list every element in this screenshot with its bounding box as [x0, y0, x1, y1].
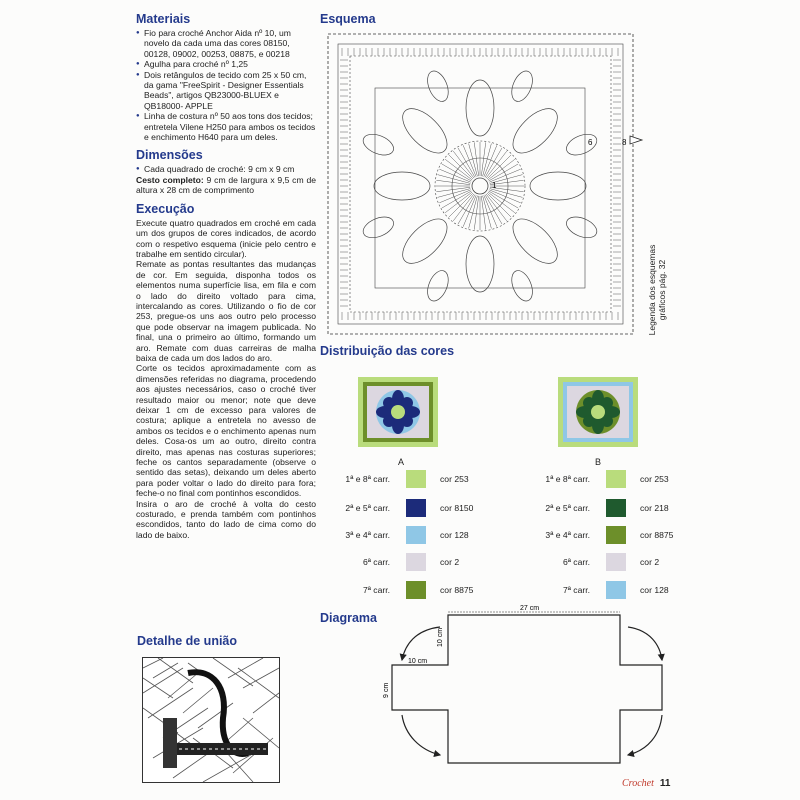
- execucao-paragraph-4: Insira o aro de croché à volta do cesto costurado, e prenda também com pontinhos escondidos, tanto do lado de cima como do lado de baixo.: [136, 498, 316, 540]
- color-code: cor 2: [440, 557, 460, 567]
- chart-stitch: [463, 145, 476, 176]
- chart-stitch: [449, 155, 473, 179]
- color-swatch: [606, 553, 626, 571]
- motif-a-drawing: [358, 377, 438, 447]
- color-swatch: [406, 470, 426, 488]
- motif-a-swatch: [358, 377, 438, 452]
- chart-stitch: [485, 195, 502, 224]
- color-code: cor 8150: [440, 503, 474, 513]
- chart-stitch: [484, 145, 497, 176]
- chart-leaf: [360, 130, 396, 159]
- magazine-brand: Crochet: [622, 778, 654, 789]
- chart-petal: [395, 211, 454, 270]
- chart-stitch: [481, 196, 485, 230]
- esquema-title: Esquema: [320, 12, 376, 26]
- chart-stitch: [485, 148, 502, 177]
- chart-petal: [466, 236, 494, 292]
- carreira-label: 6ª carr.: [562, 557, 590, 567]
- dimensoes-completo: [136, 175, 316, 196]
- execucao-title: Execução: [136, 201, 195, 216]
- completo-text: 9 cm de largura x 9,5 cm de altura x 28 cm de comprimento: [136, 174, 317, 196]
- carreira-label: 3ª e 4ª carr.: [345, 530, 390, 540]
- color-swatch: [606, 581, 626, 599]
- execucao-paragraph-3: Corte os tecidos aproximadamente com as dimensões referidas no diagrama, procedendo aos ajustes necessários, caso o croché tiver resultado maior ou menor; note que deve deixar 1 cm de excesso para valores de costura; aplique a entretela no avesso de ambos os tecidos e o enchimento apenas num deles. Cosa-os um ao outro, direito contra direito, mas apenas nas costuras superiores; feche os cantos separadamente (observe o sentido das setas), deixando um deles aberto para poder voltar o lado do direito para fora; feche-o no final com pontinhos escondidos.: [136, 363, 316, 499]
- crochet-chart-drawing: [320, 28, 645, 338]
- carreira-label: 1ª e 8ª carr.: [545, 474, 590, 484]
- color-swatch: [606, 470, 626, 488]
- chart-leaf: [563, 213, 599, 242]
- color-code: cor 8875: [440, 585, 474, 595]
- chart-stitch: [439, 169, 470, 182]
- motif-b-swatch: [558, 377, 638, 452]
- carreira-label: 6ª carr.: [362, 557, 390, 567]
- color-code: cor 2: [640, 557, 660, 567]
- motif-b-drawing: [558, 377, 638, 447]
- completo-label: Cesto completo:: [136, 174, 204, 185]
- chart-stitch: [488, 159, 515, 180]
- chart-stitch: [436, 187, 470, 191]
- carreira-label: 3ª e 4ª carr.: [545, 530, 590, 540]
- pattern-diagram: [380, 605, 680, 775]
- chart-stitch: [449, 193, 473, 217]
- legenda-text: Legenda dos esquemas gráficos pág. 32: [647, 244, 667, 336]
- group-b-label: B: [595, 457, 602, 467]
- chart-leaf: [423, 268, 452, 304]
- chart-leaf: [360, 213, 396, 242]
- color-code: cor 128: [640, 585, 669, 595]
- start-arrow-icon: [630, 136, 642, 144]
- chart-stitch: [453, 151, 474, 178]
- dim-top-label: 27 cm: [520, 605, 540, 612]
- color-code: cor 253: [640, 474, 669, 484]
- chart-leaf: [423, 68, 452, 104]
- carreira-label: 2ª e 5ª carr.: [545, 503, 590, 513]
- chart-petal: [530, 172, 586, 200]
- carreira-label: 7ª carr.: [362, 585, 390, 595]
- chart-stitch: [481, 142, 485, 176]
- execucao-paragraph-1: Execute quatro quadrados em croché em cada um dos grupos de cores indicados, de acordo com o respetivo esquema (inicie pelo centro e trabalhe em sentido circular).: [136, 217, 316, 259]
- chart-stitch: [453, 194, 474, 221]
- chart-stitch: [484, 195, 497, 226]
- chart-leaf: [508, 268, 537, 304]
- chart-petal: [374, 172, 430, 200]
- diagrama-title: Diagrama: [320, 611, 377, 625]
- chart-stitch: [487, 155, 511, 179]
- chart-leaf: [508, 68, 537, 104]
- color-swatch: [406, 581, 426, 599]
- carreira-label: 7ª carr.: [562, 585, 590, 595]
- dim-height-label: 9 cm: [383, 682, 390, 698]
- materiais-item-2: ● Agulha para croché nº 1,25: [136, 59, 316, 69]
- chart-stitch: [463, 195, 476, 226]
- chart-petal: [505, 211, 564, 270]
- round-label-8: 8: [622, 138, 627, 147]
- round-label-6: 6: [588, 138, 593, 147]
- round-label-1: 1: [492, 181, 497, 190]
- color-swatch: [406, 526, 426, 544]
- detalhe-uniao-image: [142, 657, 280, 783]
- fold-arrow-icon: [628, 715, 662, 755]
- chart-stitch: [442, 191, 471, 208]
- group-a-label: A: [398, 457, 405, 467]
- chart-petal: [395, 101, 454, 160]
- chart-stitch: [488, 192, 515, 213]
- chart-petal: [505, 101, 564, 160]
- color-swatch: [606, 499, 626, 517]
- chart-stitch: [442, 164, 471, 181]
- carreira-label: 2ª e 5ª carr.: [345, 503, 390, 513]
- color-swatch: [406, 553, 426, 571]
- distribuicao-title: Distribuição das cores: [320, 344, 455, 358]
- chart-stitch: [458, 195, 475, 224]
- color-code: cor 8875: [640, 530, 674, 540]
- chart-stitch: [439, 190, 470, 203]
- materiais-item-1: ● Fio para croché Anchor Aida nº 10, um novelo da cada uma das cores 08150, 00128, 09002, 00253, 08875, e 00218: [136, 28, 316, 59]
- chart-stitch: [486, 151, 507, 178]
- fold-arrow-icon: [402, 715, 440, 755]
- dim-side-label: 10 cm: [437, 627, 444, 647]
- chart-stitch: [474, 196, 478, 230]
- materiais-item-3: ● Dois retângulos de tecido com 25 x 50 cm, da gama "FreeSpirit - Designer Essentials Beads", artigos QB23000-BLUEX e QB18000- APPLE: [136, 70, 316, 112]
- chart-stitch: [489, 164, 518, 181]
- color-code: cor 128: [440, 530, 469, 540]
- left-column: [136, 12, 316, 540]
- chart-stitch: [486, 194, 507, 221]
- legenda-note: [645, 230, 667, 350]
- materiais-item-4: ● Linha de costura nº 50 aos tons dos tecidos; entretela Vilene H250 para ambos os tecidos e enchimento H640 para um deles.: [136, 111, 316, 142]
- joining-detail-drawing: [143, 658, 279, 782]
- color-swatch: [606, 526, 626, 544]
- color-code: cor 253: [440, 474, 469, 484]
- dim-inner-label: 10 cm: [408, 658, 428, 665]
- chart-stitch: [487, 193, 511, 217]
- page-number: 11: [659, 778, 671, 789]
- color-code: cor 218: [640, 503, 669, 513]
- chart-stitch: [489, 191, 518, 208]
- chart-stitch: [489, 190, 520, 203]
- materiais-title: Materiais: [136, 12, 191, 26]
- detalhe-title: Detalhe de união: [137, 634, 238, 648]
- chart-stitch: [445, 159, 472, 180]
- chart-stitch: [458, 148, 475, 177]
- chart-leaf: [563, 130, 599, 159]
- dimensoes-item: ● Cada quadrado de croché: 9 cm x 9 cm: [136, 164, 316, 174]
- chart-stitch: [445, 192, 472, 213]
- fold-arrow-icon: [402, 627, 440, 660]
- fold-arrow-icon: [628, 627, 662, 660]
- chart-petal: [466, 80, 494, 136]
- chart-stitch: [474, 142, 478, 176]
- color-swatch: [406, 499, 426, 517]
- execucao-paragraph-2: Remate as pontas resultantes das mudanças de cor. Em seguida, disponha todos os elementos numa superfície lisa, em fila e com o lado do direito voltado para cima, intercalando as cores. Utilizando o fio de cor 253, pregue-os uns aos outro pelo processo que pode observar na imagem publicada. No final, una o primeiro ao último, formando um aro. Remate com duas carreiras de malha baixa de cada um dos lados do aro.: [136, 259, 316, 363]
- esquema-chart: [320, 28, 645, 338]
- carreira-label: 1ª e 8ª carr.: [345, 474, 390, 484]
- chart-stitch: [436, 180, 470, 184]
- page-footer: [622, 778, 670, 789]
- dimensoes-title: Dimensões: [136, 148, 203, 163]
- diagrama-drawing: [380, 605, 680, 775]
